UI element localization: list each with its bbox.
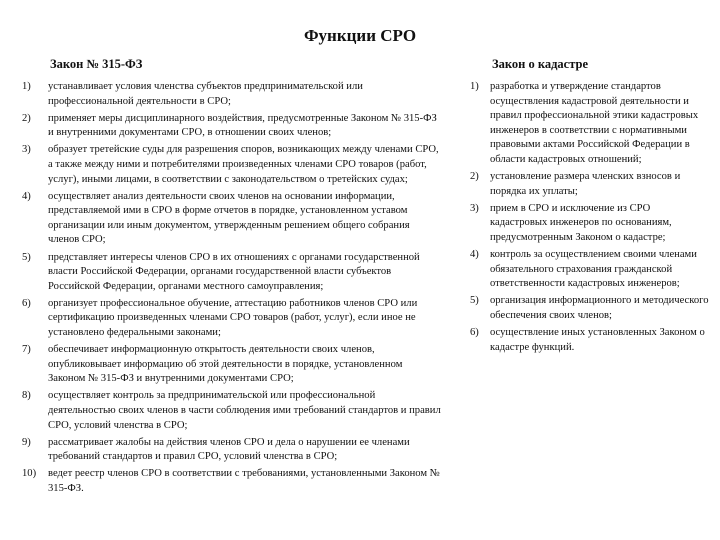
law-315-functions-list [22, 80, 442, 499]
list-item [22, 112, 442, 141]
item-number: 3) [22, 144, 31, 156]
page-title: Функции СРО [303, 26, 417, 45]
list-item [470, 294, 710, 323]
item-number: 4) [470, 249, 479, 261]
item-text: применяет меры дисциплинарного воздействия, предусмотренные Законом № 315-ФЗ и внутренними документами СРО, в отношении своих членов; [48, 112, 437, 139]
item-number: 3) [470, 202, 479, 214]
item-number: 1) [22, 81, 31, 92]
item-number: 10) [22, 468, 37, 480]
item-text: прием в СРО и исключение из СРО кадастровых инженеров по основаниям, предусмотренным Законом о кадастре; [490, 202, 672, 243]
item-text: ведет реестр членов СРО в соответствии с требованиями, установленными Законом № 315-ФЗ. [48, 468, 440, 494]
list-item [470, 170, 710, 199]
list-item [470, 326, 710, 355]
list-item [22, 143, 442, 187]
item-text: осуществляет анализ деятельности своих членов на основании информации, представляемой ими в СРО в форме отчетов в порядке, установленном уставом организации или иным документом, утвержденным решением общего собрания членов СРО; [48, 190, 410, 246]
item-number: 2) [470, 171, 479, 183]
item-text: осуществление иных установленных Законом о кадастре функций. [490, 327, 705, 353]
item-number: 5) [470, 295, 479, 307]
list-item [22, 389, 442, 433]
item-text: разработка и утверждение стандартов осуществления кадастровой деятельности и правил профессиональной этики кадастровых инженеров в соответствии с нормативными правовыми актами Российской Федерации в области кадастровых отношений; [490, 81, 699, 165]
item-text: образует третейские суды для разрешения споров, возникающих между членами СРО, а также между ними и потребителями произведенных членами СРО товаров (работ, услуг), иными лицами, в соответствии с законодательством о третейских судах; [48, 144, 439, 185]
item-text: осуществляет контроль за предпринимательской или профессиональной деятельностью своих членов в части соблюдения ими требований стандартов и правил СРО, условий членства в СРО; [48, 390, 441, 431]
item-text: организует профессиональное обучение, аттестацию работников членов СРО или сертификацию произведенных членами СРО товаров (работ, услуг), если иное не установлено федеральными законами; [48, 297, 418, 338]
item-text: устанавливает условия членства субъектов предпринимательской или профессиональной деятельности в СРО; [48, 81, 363, 107]
list-item [22, 80, 442, 109]
item-text: рассматривает жалобы на действия членов СРО и дела о нарушении ее членами требований стандартов и правил СРО, условий членства в СРО; [48, 436, 410, 463]
item-text: обеспечивает информационную открытость деятельности своих членов, опубликовывает информацию об этой деятельности в порядке, установленном Законом № 315-ФЗ и внутренними документами СРО; [48, 344, 403, 385]
list-item [22, 190, 442, 248]
list-item [22, 343, 442, 387]
list-item [22, 436, 442, 465]
item-number: 1) [470, 81, 479, 92]
item-number: 7) [22, 344, 31, 356]
list-item [22, 251, 442, 295]
item-number: 5) [22, 251, 31, 263]
left-column-heading: Закон № 315-ФЗ [50, 57, 143, 71]
item-number: 4) [22, 190, 31, 202]
item-text: представляет интересы членов СРО в их отношениях с органами государственной власти Российской Федерации, органами государственной власти субъектов Российской Федерации, органами местного самоуправления; [48, 251, 420, 292]
cadastre-law-functions-list [470, 80, 710, 358]
item-number: 2) [22, 112, 31, 124]
item-number: 8) [22, 390, 31, 402]
item-number: 9) [22, 436, 31, 448]
right-column-heading: Закон о кадастре [492, 57, 589, 71]
item-text: контроль за осуществлением своими членами обязательного страхования гражданской ответственности кадастровых инженеров; [490, 249, 697, 290]
list-item [470, 80, 710, 168]
list-item [22, 467, 442, 496]
item-text: установление размера членских взносов и порядка их уплаты; [490, 171, 681, 197]
item-text: организация информационного и методического обеспечения своих членов; [490, 295, 709, 321]
list-item [470, 202, 710, 246]
item-number: 6) [470, 327, 479, 338]
item-number: 6) [22, 297, 31, 309]
list-item [470, 248, 710, 292]
list-item [22, 297, 442, 341]
